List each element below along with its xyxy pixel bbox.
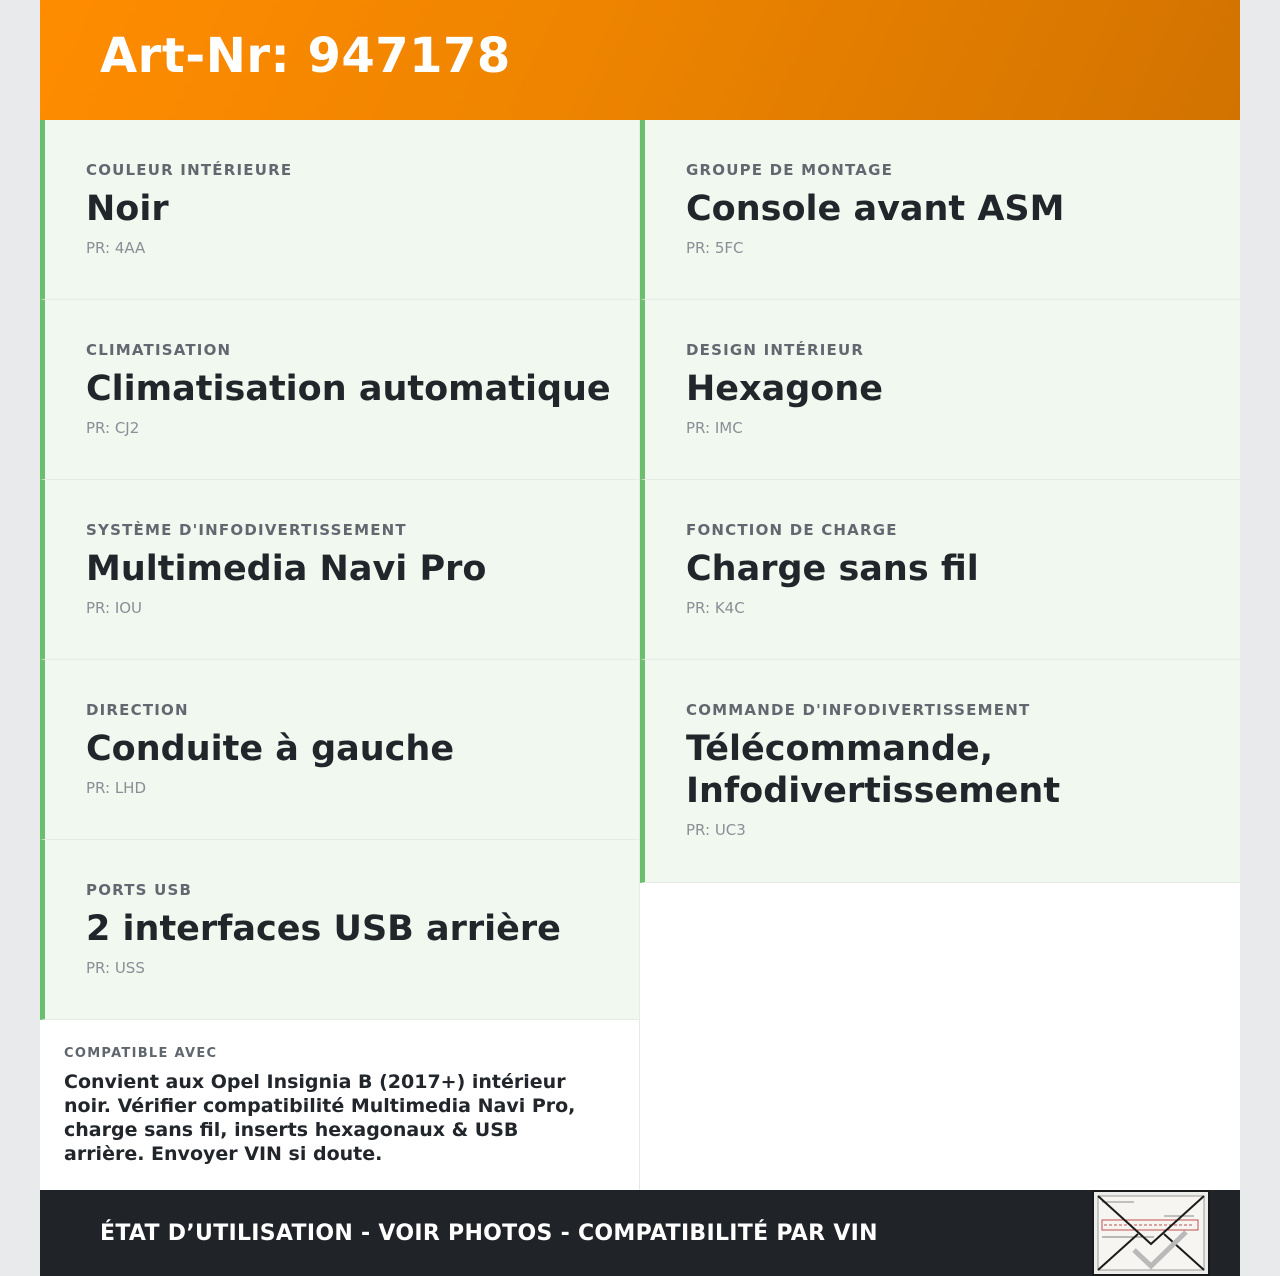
spec-pr-code: PR: IMC (686, 419, 743, 437)
spec-pr-code: PR: 5FC (686, 239, 744, 257)
spec-label: CLIMATISATION (86, 341, 232, 359)
specs-column-right (640, 120, 1240, 883)
spec-value: Noir (86, 189, 169, 229)
spec-pr-code: PR: USS (86, 959, 145, 977)
spec-label: PORTS USB (86, 881, 193, 899)
compatibility-label: COMPATIBLE AVEC (64, 1046, 218, 1061)
spec-card-interior-design (640, 300, 1240, 480)
spec-pr-code: PR: LHD (86, 779, 147, 797)
spec-label: DIRECTION (86, 701, 189, 719)
spec-label: GROUPE DE MONTAGE (686, 161, 894, 179)
spec-label: SYSTÈME D'INFODIVERTISSEMENT (86, 521, 407, 539)
spec-card-infotainment-control (640, 660, 1240, 883)
spec-value: Télécommande, Infodivertissement (686, 729, 1061, 811)
spec-pr-code: PR: IOU (86, 599, 143, 617)
compatibility-text: Convient aux Opel Insignia B (2017+) intérieur noir. Vérifier compatibilité Multimedia Navi Pro, charge sans fil, inserts hexagonaux & USB arrière. Envoyer VIN si doute. (64, 1071, 576, 1165)
spec-value: 2 interfaces USB arrière (86, 909, 561, 949)
spec-card-usb-ports (40, 840, 640, 1020)
spec-label: COMMANDE D'INFODIVERTISSEMENT (686, 701, 1031, 719)
spec-pr-code: PR: UC3 (686, 821, 746, 839)
footer-bar (40, 1190, 1240, 1276)
spec-card-mounting-group (640, 120, 1240, 300)
spec-value: Multimedia Navi Pro (86, 549, 487, 589)
compatibility-box (40, 1020, 640, 1190)
spec-pr-code: PR: K4C (686, 599, 745, 617)
spec-card-charging (640, 480, 1240, 660)
spec-value: Hexagone (686, 369, 883, 409)
article-number-title: Art-Nr: 947178 (100, 28, 511, 84)
spec-pr-code: PR: 4AA (86, 239, 146, 257)
product-sheet (40, 0, 1240, 1276)
spec-pr-code: PR: CJ2 (86, 419, 140, 437)
spec-card-interior-color (40, 120, 640, 300)
spec-card-infotainment-system (40, 480, 640, 660)
spec-label: COULEUR INTÉRIEURE (86, 161, 293, 179)
spec-card-steering (40, 660, 640, 840)
spec-value: Charge sans fil (686, 549, 979, 589)
spec-value: Console avant ASM (686, 189, 1065, 229)
header-banner (40, 0, 1240, 120)
spec-value: Climatisation automatique (86, 369, 611, 409)
envelope-icon[interactable] (1092, 1190, 1210, 1276)
specs-column-left (40, 120, 640, 1020)
footer-condition-text: ÉTAT D’UTILISATION - VOIR PHOTOS - COMPATIBILITÉ PAR VIN (100, 1221, 878, 1246)
spec-value: Conduite à gauche (86, 729, 455, 769)
spec-label: FONCTION DE CHARGE (686, 521, 898, 539)
spec-label: DESIGN INTÉRIEUR (686, 341, 865, 359)
spec-card-climate (40, 300, 640, 480)
